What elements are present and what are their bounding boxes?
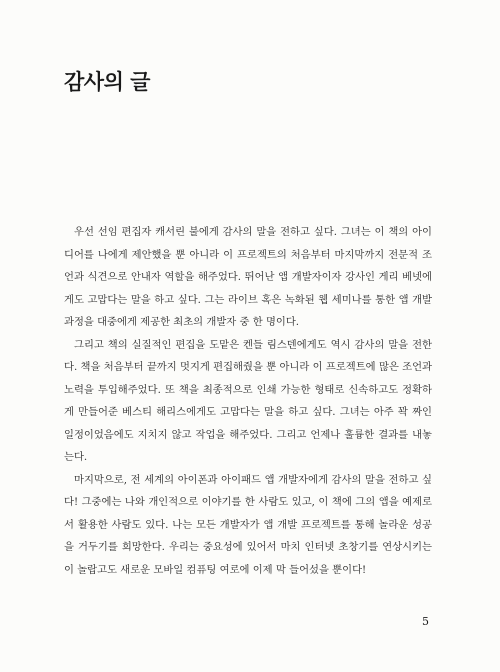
page-number: 5 — [422, 615, 429, 628]
paragraph: 그리고 책의 실질적인 편집을 도맡은 켄들 림스덴에게도 역시 감사의 말을 전한다. 책을 처음부터 끝까지 멋지게 편집해줬을 뿐 아니라 이 프로젝트에 많은 조언과 노력을 투입해주었다. 또 책을 최종적으로 인쇄 가능한 형태로 신속하고도 정확하게 만들어준 베스티 해리스에게도 고맙다는 말을 하고 싶다. 그녀는 아주 꽉 짜인 일정이었음에도 지치지 않고 작업을 해주었다. 그리고 언제나 훌륭한 결과를 내놓는다. — [64, 338, 432, 463]
body-text — [64, 221, 432, 581]
paragraph: 마지막으로, 전 세계의 아이폰과 아이패드 앱 개발자에게 감사의 말을 전하고 싶다! 그중에는 나와 개인적으로 이야기를 한 사람도 있고, 이 책에 그의 앱을 예제로서 활용한 사람도 있다. 나는 모든 개발자가 앱 개발 프로젝트를 통해 놀라운 성공을 거두기를 희망한다. 우리는 중요성에 있어서 마치 인터넷 초창기를 연상시키는 이 놀랍고도 새로운 모바일 컴퓨팅 여로에 이제 막 들어섰을 뿐이다! — [64, 473, 432, 576]
page-title: 감사의 글 — [64, 70, 150, 94]
paragraph: 우선 선임 편집자 캐서린 불에게 감사의 말을 전하고 싶다. 그녀는 이 책의 아이디어를 나에게 제안했을 뿐 아니라 이 프로젝트의 처음부터 마지막까지 전문적 조언과 식견으로 안내자 역할을 해주었다. 뛰어난 앱 개발자이자 강사인 게리 베넷에게도 고맙다는 말을 하고 싶다. 그는 라이브 혹은 녹화된 웹 세미나를 통한 앱 개발 과정을 대중에게 제공한 최초의 개발자 중 한 명이다. — [64, 226, 432, 328]
